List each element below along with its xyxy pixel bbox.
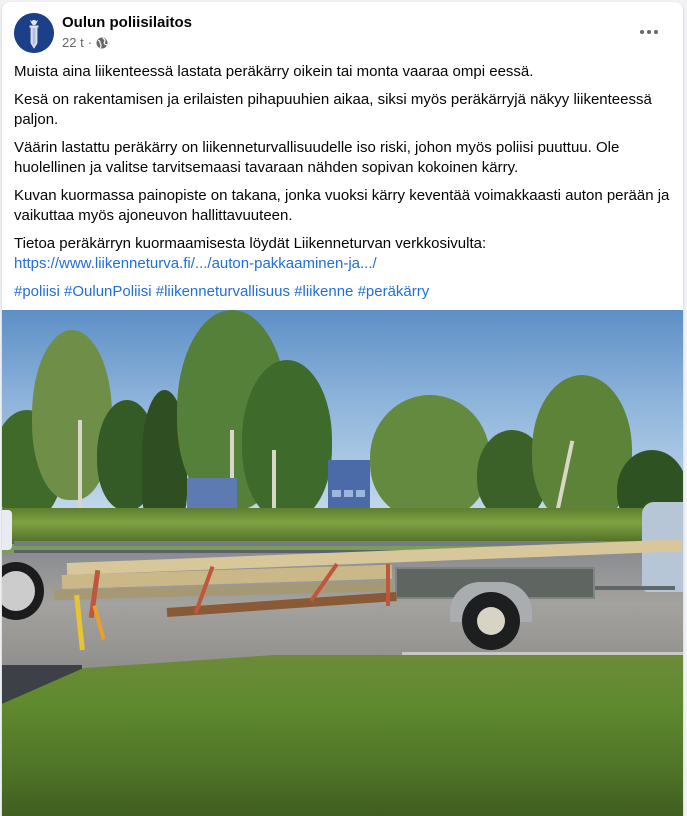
photo-trailer-drawbar: [595, 586, 675, 590]
more-dot: [647, 30, 651, 34]
post-info-paragraph: [14, 234, 674, 274]
police-badge-icon: [14, 13, 54, 53]
post-timestamp[interactable]: 22 t: [62, 35, 84, 50]
photo-strap: [386, 564, 390, 606]
more-options-button[interactable]: [631, 20, 667, 44]
hashtag-oulunpoliisi[interactable]: #OulunPoliisi: [64, 283, 152, 300]
post-paragraph: Muista aina liikenteessä lastata peräkärry oikein tai monta vaaraa ompi eessä.: [14, 63, 534, 80]
photo-trailer-hub: [477, 607, 505, 635]
hashtag-poliisi[interactable]: #poliisi: [14, 283, 60, 300]
photo-trunk: [78, 420, 82, 515]
more-options-icon: [640, 30, 644, 34]
post-paragraph: Väärin lastattu peräkärry on liikenneturvallisuudelle iso riski, johon myös poliisi puuttuu. Ole huolellinen ja valitse tarvitsemaasi tavaraan nähden sopivan kokoinen kärry.: [14, 139, 620, 176]
page-name-link[interactable]: Oulun poliisilaitos: [62, 14, 193, 31]
globe-icon[interactable]: [96, 37, 108, 49]
hashtag-liikenneturvallisuus[interactable]: #liikenneturvallisuus: [155, 283, 290, 300]
more-dot: [654, 30, 658, 34]
meta-separator: ·: [87, 35, 93, 50]
hashtag-liikenne[interactable]: #liikenne: [294, 283, 354, 300]
info-text: Tietoa peräkärryn kuormaamisesta löydät Liikenneturvan verkkosivulta:: [14, 235, 487, 252]
post-header: [2, 2, 683, 58]
hashtag-perakarry[interactable]: #peräkärry: [357, 283, 430, 300]
page-avatar[interactable]: [14, 13, 54, 53]
post-photo[interactable]: [2, 310, 683, 816]
building-window: [356, 490, 365, 497]
photo-grass: [2, 655, 683, 816]
post-text: [14, 62, 674, 310]
photo-motorcycle: [2, 510, 12, 550]
photo-tree: [370, 395, 490, 520]
building-window: [332, 490, 341, 497]
liikenneturva-link[interactable]: https://www.liikenneturva.fi/.../auton-pakkaaminen-ja.../: [14, 255, 377, 272]
post-meta: [62, 35, 108, 50]
post-paragraph: Kesä on rakentamisen ja erilaisten pihapuuhien aikaa, siksi myös peräkärryjä näkyy liikenteessä paljon.: [14, 91, 652, 128]
post-paragraph: Kuvan kuormassa painopiste on takana, jonka vuoksi kärry keventää voimakkaasti auton perään ja vaikuttaa myös ajoneuvon hallittavuuteen.: [14, 187, 670, 224]
photo-tree: [242, 360, 332, 520]
building-window: [344, 490, 353, 497]
photo-hedge: [2, 508, 683, 544]
facebook-post: [2, 2, 683, 816]
hashtag-list: [14, 282, 674, 302]
